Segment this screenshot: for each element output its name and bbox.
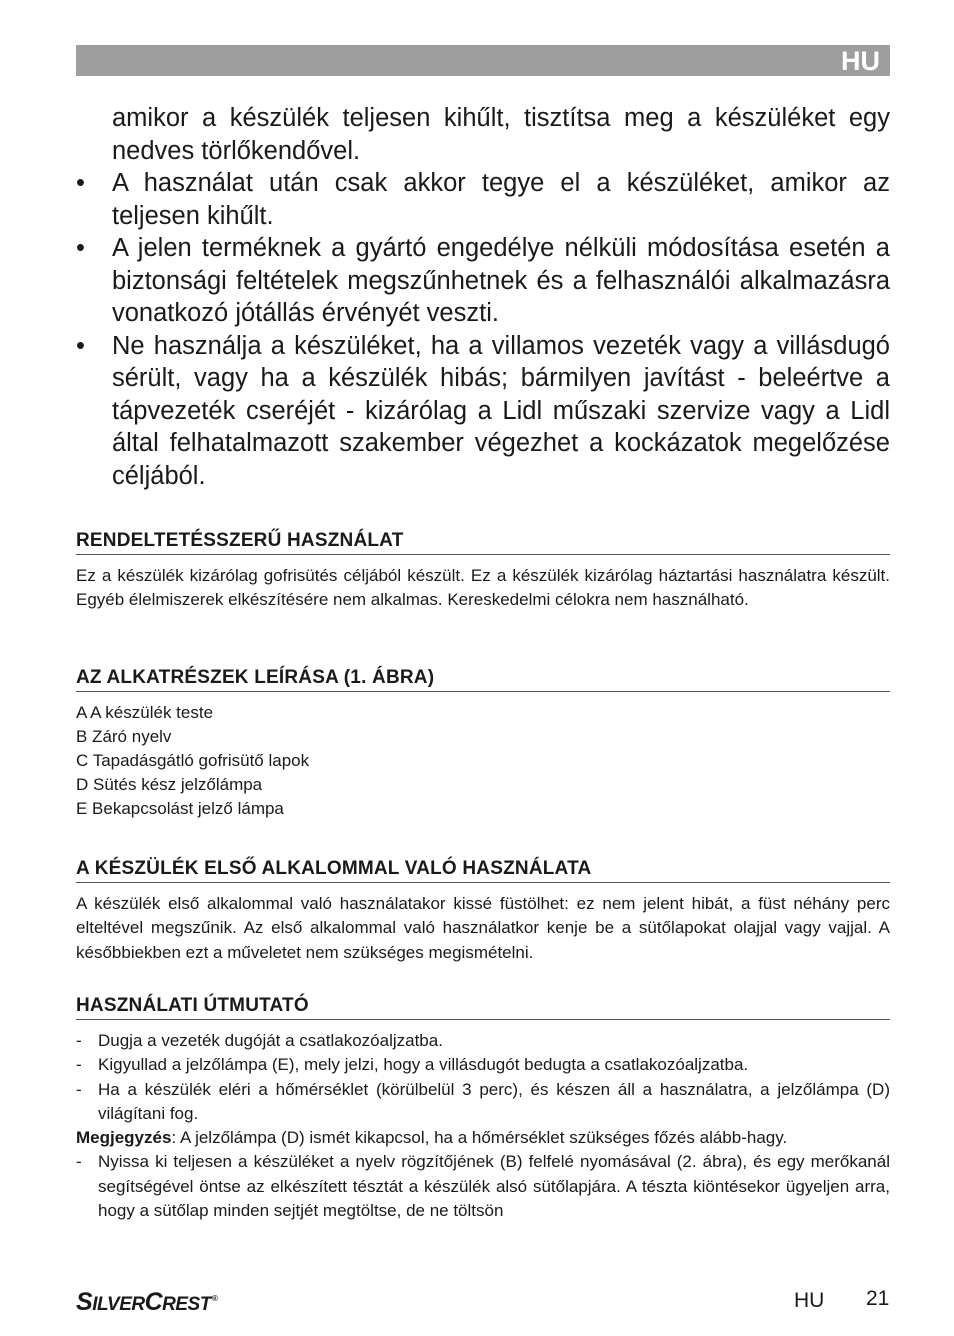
note-paragraph <box>76 1126 890 1150</box>
first-use-section <box>76 857 890 965</box>
bullet-item <box>76 330 890 493</box>
paragraph: A készülék első alkalommal való használatakor kissé füstölhet: ez nem jelent hibát, a füst néhány perc elteltével megszűnik. Az első alkalommal való használatkor kenje be a sütőlapokat olajjal vagy vajjal. A későbbiekben ezt a műveletet nem szükséges megismételni. <box>76 894 890 962</box>
note-text: : A jelzőlámpa (D) ismét kikapcsol, ha a hőmérséklet szükséges főzés alább-hagy. <box>171 1128 788 1148</box>
section-heading: HASZNÁLATI ÚTMUTATÓ <box>76 994 890 1020</box>
part-item: C Tapadásgátló gofrisütő lapok <box>76 751 310 770</box>
dash-marker: - <box>76 1152 82 1172</box>
section-text <box>76 892 890 965</box>
section-text <box>76 564 890 613</box>
step-list <box>76 1029 890 1126</box>
bullet-list <box>76 167 890 492</box>
footer-language: HU <box>794 1289 825 1312</box>
dash-marker: - <box>76 1079 82 1099</box>
step-list <box>76 1150 890 1223</box>
bullet-marker: • <box>76 331 85 360</box>
part-item: D Sütés kész jelzőlámpa <box>76 775 263 794</box>
step-item <box>76 1029 890 1053</box>
parts-section <box>76 666 890 821</box>
section-heading: RENDELTETÉSSZERŰ HASZNÁLAT <box>76 529 890 555</box>
bullet-text: A jelen terméknek a gyártó engedélye nélküli módosítása esetén a biztonsági feltételek megszűnhetnek és a felhasználói alkalmazásra vonatkozó jótállás érvényét veszti. <box>112 234 890 327</box>
language-badge: HU <box>841 46 880 76</box>
intended-use-section <box>76 529 890 613</box>
dash-marker: - <box>76 1055 82 1075</box>
header-bar <box>76 45 890 76</box>
step-text: Kigyullad a jelzőlámpa (E), mely jelzi, hogy a villásdugót bedugta a csatlakozóaljzatba. <box>98 1055 749 1075</box>
instructions-section <box>76 994 890 1223</box>
step-item <box>76 1150 890 1223</box>
continued-paragraph: amikor a készülék teljesen kihűlt, tisztítsa meg a készüléket egy nedves törlőkendővel. <box>112 104 890 165</box>
step-text: Nyissa ki teljesen a készüléket a nyelv rögzítőjének (B) felfelé nyomásával (2. ábra), és egy merőkanál segítségével öntse az elkészített tésztát a készülék alsó sütőlapjára. A tészta kiöntésekor ügyeljen arra, hogy a sütőlap minden sejtjét megtöltse, de ne töltsön <box>98 1152 890 1221</box>
part-item: A A készülék teste <box>76 703 214 722</box>
step-text: Dugja a vezeték dugóját a csatlakozóaljzatba. <box>98 1031 443 1050</box>
step-text: Ha a készülék eléri a hőmérséklet (körülbelül 3 perc), és készen áll a használatra, a jelzőlámpa (D) világítani fog. <box>98 1079 890 1123</box>
page-number: 21 <box>866 1287 890 1310</box>
silvercrest-logo: SILVERCREST® <box>76 1288 218 1316</box>
bullet-item <box>76 167 890 232</box>
safety-notes <box>76 102 890 492</box>
bullet-marker: • <box>76 234 85 262</box>
step-item <box>76 1078 890 1127</box>
paragraph: Ez a készülék kizárólag gofrisütés céljából készült. Ez a készülék kizárólag háztartási használatra készült. Egyéb élelmiszerek elkészítésére nem alkalmas. Kereskedelmi célokra nem használható. <box>76 566 890 610</box>
bullet-marker: • <box>76 169 85 197</box>
section-heading: AZ ALKATRÉSZEK LEÍRÁSA (1. ÁBRA) <box>76 666 890 692</box>
part-item: B Záró nyelv <box>76 727 172 746</box>
section-heading: A KÉSZÜLÉK ELSŐ ALKALOMMAL VALÓ HASZNÁLATA <box>76 857 890 883</box>
bullet-item <box>76 232 890 330</box>
parts-list <box>76 701 890 821</box>
section-text <box>76 1029 890 1223</box>
note-label: Megjegyzés <box>76 1128 172 1148</box>
step-item <box>76 1053 890 1077</box>
bullet-text: Ne használja a készüléket, ha a villamos vezeték vagy a villásdugó sérült, vagy ha a készülék hibás; bármilyen javítást - beleértve a tápvezeték cseréjét - kizárólag a Lidl műszaki szervize vagy a Lidl által felhatalmazott szakember végezhet a kockázatok megelőzése céljából. <box>112 331 890 490</box>
dash-marker: - <box>76 1031 82 1050</box>
bullet-text: A használat után csak akkor tegye el a készüléket, amikor az teljesen kihűlt. <box>112 169 890 230</box>
part-item: E Bekapcsolást jelző lámpa <box>76 799 284 818</box>
